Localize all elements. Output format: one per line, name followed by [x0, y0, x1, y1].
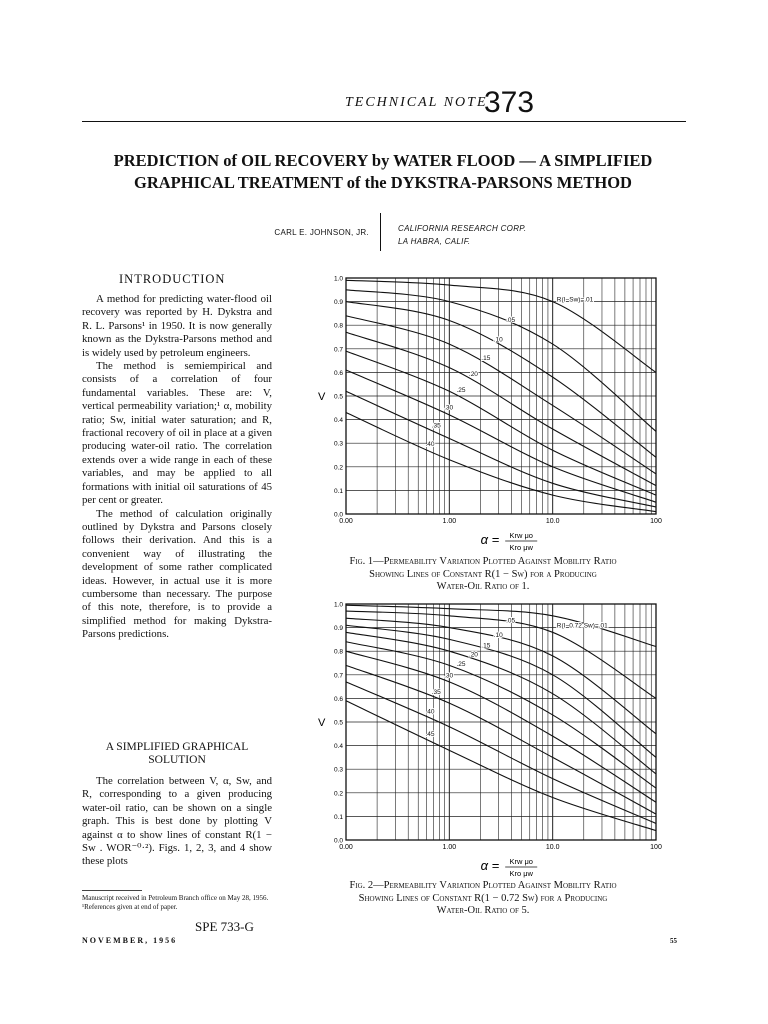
y-tick-label: 0.6: [333, 695, 343, 703]
fig1-caption-line-3: Water-Oil Ratio of 1.: [436, 581, 530, 592]
x-tick-label: 1.00: [442, 844, 457, 851]
x-tick-label: 0.00: [339, 844, 353, 851]
x-axis-label-numerator: Krw μo: [509, 857, 533, 866]
fig2-caption-line-1: Fig. 2—Permeability Variation Plotted Against Mobility Ratio: [349, 880, 617, 891]
series-label: .25: [456, 660, 466, 668]
title-line-1: PREDICTION of OIL RECOVERY by WATER FLOOD — A SIMPLIFIED: [113, 151, 653, 170]
series-line-15: [346, 622, 656, 757]
series-label: .35: [431, 688, 441, 696]
series-label: .25: [456, 387, 466, 395]
y-tick-label: 0.5: [333, 719, 343, 727]
x-axis-label-alpha: α =: [480, 858, 500, 873]
series-line-01: [346, 605, 656, 646]
y-tick-label: 0.8: [333, 322, 343, 330]
series-line-40: [346, 682, 656, 824]
simplified-heading-line-1: A SIMPLIFIED GRAPHICAL: [105, 741, 249, 753]
simplified-paragraph-1: The correlation between V, α, Sw, and R, corresponding to a given producing water-oil ratio, can be shown on a single graph. This is best done by plotting V against α to show lines of constant R(1 − Sw . WOR⁻⁰·²). Figs. 1, 2, 3, and 4 show these plots: [82, 775, 272, 868]
x-tick-label: 100: [650, 518, 662, 525]
header-rule: [82, 121, 686, 122]
series-label: R(I−0.72 Sw)=.01: [556, 622, 608, 630]
series-label: .20: [468, 371, 478, 379]
y-tick-label: 1.0: [333, 601, 343, 609]
series-line-05: [346, 611, 656, 698]
series-label: .05: [506, 317, 516, 325]
introduction-body: [82, 293, 272, 642]
simplified-heading-line-2: SOLUTION: [148, 754, 206, 766]
footnotes: [82, 894, 272, 911]
y-tick-label: 0.5: [333, 393, 343, 401]
figure-2-chart: [306, 594, 666, 878]
intro-paragraph-1: A method for predicting water-flood oil recovery was reported by H. Dykstra and R. L. Parsons¹ in 1950. It is now generally known as the Dykstra-Parsons method and is widely used by petroleum engineers.: [82, 293, 272, 359]
series-label: .20: [468, 651, 478, 659]
series-label: .30: [444, 672, 454, 680]
series-label: .35: [431, 422, 441, 430]
y-axis-label: V: [318, 717, 326, 729]
y-tick-label: 0.1: [333, 813, 343, 821]
fig2-caption-line-3: Water-Oil Ratio of 5.: [436, 905, 530, 916]
y-tick-label: 0.0: [333, 837, 343, 845]
page-number: 55: [670, 937, 677, 945]
series-line-45: [346, 701, 656, 831]
x-axis-label-numerator: Krw μo: [509, 531, 533, 540]
y-tick-label: 0.4: [333, 743, 343, 751]
y-tick-label: 0.3: [333, 766, 343, 774]
series-label: .15: [481, 642, 491, 650]
series-line-05: [346, 290, 656, 432]
introduction-heading: INTRODUCTION: [119, 272, 226, 286]
y-tick-label: 0.7: [333, 672, 343, 680]
series-label: .45: [425, 730, 435, 738]
author-divider: [380, 213, 381, 251]
issue-date: NOVEMBER, 1956: [82, 936, 178, 945]
intro-paragraph-3: The method of calculation originally outlined by Dykstra and Parsons closely follows their derivation. And this is a convenient way of illustrating the development of some rather complicated ideas. However, in actual use it is more cumbersome than necessary. The purpose of this note, therefore, is to provide a simplified method for making Dykstra-Parsons predictions.: [82, 507, 272, 641]
paper-title: [60, 150, 706, 194]
y-tick-label: 0.2: [333, 790, 343, 798]
series-label: .10: [493, 336, 503, 344]
series-line-35: [346, 391, 656, 507]
series-label: .10: [493, 632, 503, 640]
footnote-rule: [82, 890, 142, 891]
series-label: R(I−Sw)=.01: [556, 296, 594, 304]
y-tick-label: 0.7: [333, 346, 343, 354]
y-tick-label: 0.9: [333, 625, 343, 633]
y-tick-label: 0.9: [333, 299, 343, 307]
figure-2-caption: [288, 880, 678, 918]
series-line-30: [346, 651, 656, 802]
series-label: .05: [506, 617, 516, 625]
simplified-heading: [82, 741, 272, 767]
technical-note-label: TECHNICAL NOTE: [345, 95, 488, 110]
footnote-1: Manuscript received in Petroleum Branch office on May 28, 1956.: [82, 894, 269, 902]
y-tick-label: 1.0: [333, 275, 343, 283]
fig1-caption-line-1: Fig. 1—Permeability Variation Plotted Against Mobility Ratio: [349, 556, 617, 567]
y-tick-label: 0.8: [333, 648, 343, 656]
series-label: .15: [481, 354, 491, 362]
simplified-body: [82, 775, 272, 869]
x-tick-label: 10.0: [545, 844, 560, 851]
affiliation-line-1: CALIFORNIA RESEARCH CORP.: [398, 224, 527, 233]
figure-1-chart: [306, 268, 666, 552]
x-axis-label-alpha: α =: [480, 532, 500, 547]
x-tick-label: 0.00: [339, 518, 353, 525]
title-line-2: GRAPHICAL TREATMENT of the DYKSTRA-PARSONS METHOD: [134, 173, 632, 192]
spe-number: SPE 733-G: [195, 919, 254, 934]
intro-paragraph-2: The method is semiempirical and consists of a correlation of four fundamental variables. These are: V, vertical permeability variation;¹ α, mobility ratio; Sw, initial water saturation; and R, fractional recovery of oil in place at a given producing water-oil ratio. The correlation extends over a wide range in each of these variables, and may be applied to all formations with initial oil saturations of 45 per cent or greater.: [82, 360, 272, 507]
y-tick-label: 0.4: [333, 417, 343, 425]
series-label: .40: [425, 440, 435, 448]
y-tick-label: 0.6: [333, 369, 343, 377]
y-axis-label: V: [318, 391, 326, 403]
series-label: .40: [425, 708, 435, 716]
x-axis-label-denominator: Kro μw: [509, 543, 533, 552]
affiliation-line-2: LA HABRA, CALIF.: [398, 237, 471, 246]
y-tick-label: 0.3: [333, 440, 343, 448]
y-tick-label: 0.1: [333, 487, 343, 495]
x-tick-label: 10.0: [545, 518, 560, 525]
technical-note-number: 373: [484, 86, 535, 119]
footnote-2: ¹References given at end of paper.: [82, 902, 178, 911]
y-tick-label: 0.0: [333, 511, 343, 519]
author-affiliation: [398, 222, 526, 248]
x-axis-label-denominator: Kro μw: [509, 869, 533, 878]
fig1-caption-line-2: Showing Lines of Constant R(1 − Sw) for a Producing: [369, 568, 597, 580]
figure-1-caption: [288, 556, 678, 594]
x-tick-label: 1.00: [442, 518, 457, 525]
series-label: .30: [444, 404, 454, 412]
author-name: CARL E. JOHNSON, JR.: [274, 228, 369, 237]
fig2-caption-line-2: Showing Lines of Constant R(1 − 0.72 Sw) for a Producing: [358, 892, 608, 904]
y-tick-label: 0.2: [333, 464, 343, 472]
x-tick-label: 100: [650, 844, 662, 851]
